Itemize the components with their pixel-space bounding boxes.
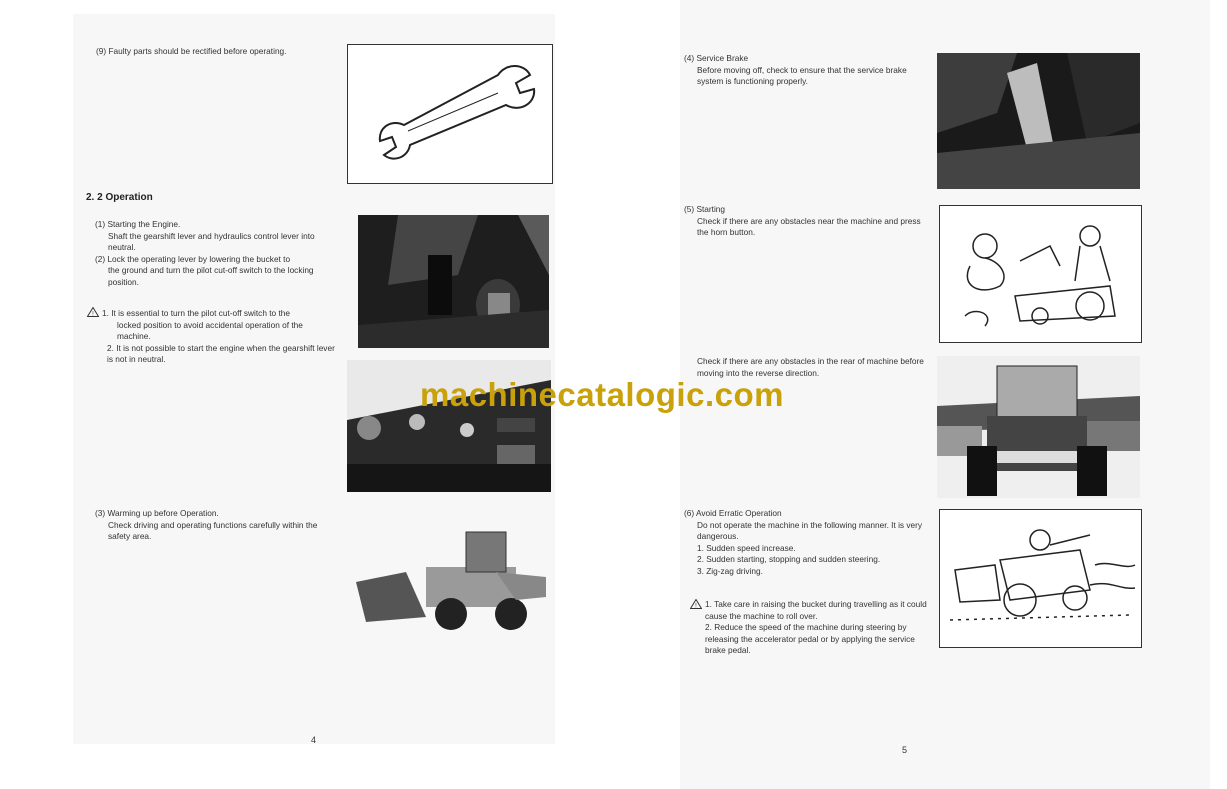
warning-block-right [690,599,928,657]
warning-2: 2. It is not possible to start the engine when the gearshift lever is not in neutral. [107,342,335,365]
item-1 [95,219,338,289]
svg-text:!: ! [92,311,94,317]
warning-triangle-icon [690,599,702,609]
item-5-title: (5) Starting [684,204,726,214]
item-4-title: (4) Service Brake [684,53,749,63]
svg-text:!: ! [695,603,697,609]
wheel-loader-photo [346,522,550,644]
item-3 [95,508,335,543]
horn-cartoon-illustration [939,205,1142,343]
erratic-driving-cartoon-illustration [939,509,1142,648]
warning-block-left [87,307,338,366]
item-6-title: (6) Avoid Erratic Operation [684,508,782,518]
item-9-text: (9) Faulty parts should be rectified before operating. [96,46,287,56]
service-brake-photo [937,53,1140,189]
item-1-title: (1) Starting the Engine. [95,219,181,229]
item-2-body: the ground and turn the pilot cut-off switch to the locking position. [108,265,314,287]
warning-right-1: 1. Take care in raising the bucket during travelling as it could cause the machine to roll over. [705,599,927,621]
item-4 [684,53,928,88]
item-5-rear: Check if there are any obstacles in the rear of machine before moving into the reverse direction. [697,356,924,378]
item-6-list-item-1: 1. Sudden speed increase. [697,542,796,553]
page-number-right: 5 [902,745,908,755]
page-number-left: 4 [311,735,317,745]
item-5-body: Check if there are any obstacles near the machine and press the horn button. [697,215,921,238]
item-3-body: Check driving and operating functions carefully within the safety area. [108,519,318,542]
item-6-body: Do not operate the machine in the following manner. It is very dangerous. [697,519,923,542]
wrench-icon [348,45,552,183]
item-6-list-item-2: 2. Sudden starting, stopping and sudden steering. [697,554,881,565]
cab-lever-photo [358,215,549,348]
wrench-illustration [347,44,553,184]
warning-triangle-icon [87,307,99,317]
item-6 [684,508,928,578]
item-6-list-item-3: 3. Zig-zag driving. [697,565,763,576]
item-2-title: (2) Lock the operating lever by lowering the bucket to [95,253,291,264]
item-3-title: (3) Warming up before Operation. [95,508,219,518]
warning-1-a: 1. It is essential to turn the pilot cut-off switch to the [102,308,291,318]
rear-view-loader-photo [937,356,1140,498]
warning-right-2: 2. Reduce the speed of the machine during steering by releasing the accelerator pedal or by applying the service brake pedal. [705,622,915,656]
warning-1-b: locked position to avoid accidental operation of the machine. [117,319,303,342]
section-heading: 2. 2 Operation [86,192,153,203]
item-4-body: Before moving off, check to ensure that the service brake system is functioning properly. [697,64,907,87]
watermark: machinecatalogic.com [420,376,784,413]
item-1-body: Shaft the gearshift lever and hydraulics control lever into neutral. [108,230,315,253]
item-5 [684,204,928,239]
